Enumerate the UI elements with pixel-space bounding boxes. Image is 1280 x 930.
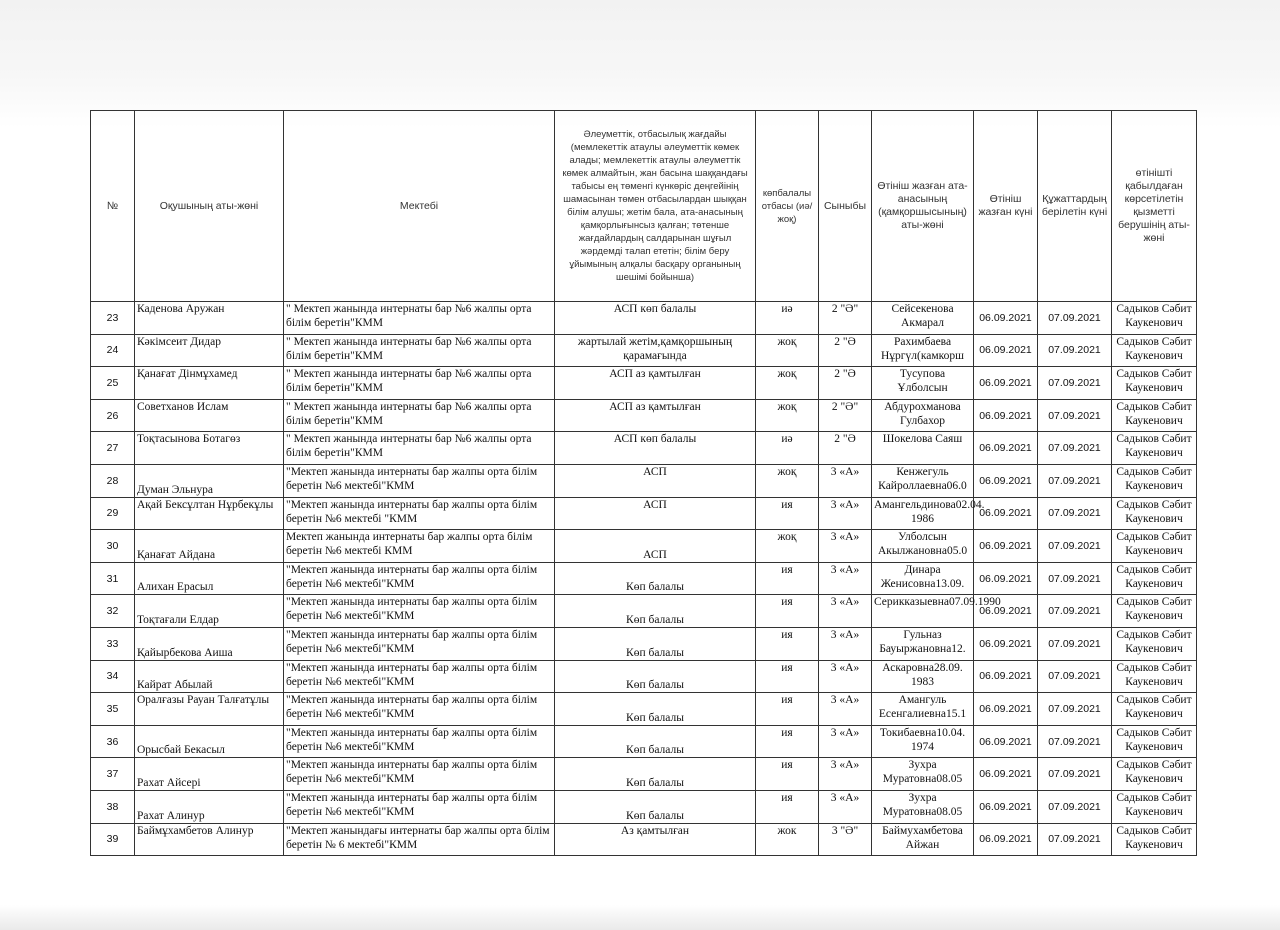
row-num: 33 xyxy=(91,627,135,660)
large-family: ия xyxy=(756,595,819,628)
header-application-date: Өтініш жазған күні xyxy=(974,111,1038,302)
table-row xyxy=(91,530,1197,563)
documents-date: 07.09.2021 xyxy=(1038,627,1112,660)
row-num: 31 xyxy=(91,562,135,595)
school-name: " Мектеп жанында интернаты бар №6 жалпы орта білім беретін"КММ xyxy=(284,367,555,400)
documents-date: 07.09.2021 xyxy=(1038,530,1112,563)
grade: 2 "Ә xyxy=(819,334,872,367)
student-name: Оралғазы Рауан Талғатұлы xyxy=(135,693,284,726)
large-family: ия xyxy=(756,562,819,595)
large-family: жоқ xyxy=(756,530,819,563)
social-status: жартылай жетім,қамқоршының қарамағында xyxy=(555,334,756,367)
grade: 3 «А» xyxy=(819,725,872,758)
documents-date: 07.09.2021 xyxy=(1038,464,1112,497)
school-name: "Мектеп жанында интернаты бар жалпы орта білім беретін №6 мектебі"КММ xyxy=(284,627,555,660)
student-name: Тоқтағали Елдар xyxy=(135,595,284,628)
row-num: 29 xyxy=(91,497,135,530)
provider-name: Садыков Сәбит Каукенович xyxy=(1112,497,1197,530)
application-date: 06.09.2021 xyxy=(974,367,1038,400)
row-num: 26 xyxy=(91,399,135,432)
application-date: 06.09.2021 xyxy=(974,464,1038,497)
table-row xyxy=(91,334,1197,367)
header-grade: Сыныбы xyxy=(819,111,872,302)
school-name: Мектеп жанында интернаты бар жалпы орта білім беретін №6 мектебі КММ xyxy=(284,530,555,563)
table-row xyxy=(91,693,1197,726)
student-name: Қанағат Айдана xyxy=(135,530,284,563)
documents-date: 07.09.2021 xyxy=(1038,367,1112,400)
row-num: 34 xyxy=(91,660,135,693)
application-date: 06.09.2021 xyxy=(974,758,1038,791)
provider-name: Садыков Сәбит Каукенович xyxy=(1112,627,1197,660)
applicant-name: Амангуль Есенгалиевна15.1 xyxy=(872,693,974,726)
documents-date: 07.09.2021 xyxy=(1038,823,1112,856)
grade: 3 «А» xyxy=(819,790,872,823)
social-status: Көп балалы xyxy=(555,660,756,693)
school-name: " Мектеп жанында интернаты бар №6 жалпы орта білім беретін"КММ xyxy=(284,432,555,465)
application-date: 06.09.2021 xyxy=(974,660,1038,693)
student-name: Орысбай Бекасыл xyxy=(135,725,284,758)
provider-name: Садыков Сәбит Каукенович xyxy=(1112,790,1197,823)
large-family: жоқ xyxy=(756,367,819,400)
row-num: 23 xyxy=(91,302,135,335)
school-name: "Мектеп жанында интернаты бар жалпы орта білім беретін №6 мектебі"КММ xyxy=(284,725,555,758)
applicant-name: Динара Женисовна13.09. xyxy=(872,562,974,595)
student-name: Рахат Алинур xyxy=(135,790,284,823)
applicant-name: Аскаровна28.09. 1983 xyxy=(872,660,974,693)
social-status: АСП көп балалы xyxy=(555,432,756,465)
provider-name: Садыков Сәбит Каукенович xyxy=(1112,823,1197,856)
school-name: "Мектеп жанында интернаты бар жалпы орта білім беретін №6 мектебі "КММ xyxy=(284,497,555,530)
application-date: 06.09.2021 xyxy=(974,562,1038,595)
applicant-name: Зухра Муратовна08.05 xyxy=(872,790,974,823)
table-row xyxy=(91,790,1197,823)
provider-name: Садыков Сәбит Каукенович xyxy=(1112,562,1197,595)
header-documents-date: Құжаттардың берілетін күні xyxy=(1038,111,1112,302)
grade: 3 «А» xyxy=(819,595,872,628)
provider-name: Садыков Сәбит Каукенович xyxy=(1112,367,1197,400)
table-row xyxy=(91,758,1197,791)
header-large-family: көпбалалы отбасы (иә/жоқ) xyxy=(756,111,819,302)
provider-name: Садыков Сәбит Каукенович xyxy=(1112,693,1197,726)
row-num: 35 xyxy=(91,693,135,726)
application-date: 06.09.2021 xyxy=(974,334,1038,367)
social-status: Көп балалы xyxy=(555,790,756,823)
student-name: Кәкімсеит Дидар xyxy=(135,334,284,367)
application-date: 06.09.2021 xyxy=(974,595,1038,628)
provider-name: Садыков Сәбит Каукенович xyxy=(1112,399,1197,432)
grade: 3 «А» xyxy=(819,693,872,726)
application-date: 06.09.2021 xyxy=(974,627,1038,660)
large-family: ия xyxy=(756,790,819,823)
social-status: АСП көп балалы xyxy=(555,302,756,335)
scan-bottom-shadow xyxy=(0,905,1280,930)
provider-name: Садыков Сәбит Каукенович xyxy=(1112,758,1197,791)
social-status: Көп балалы xyxy=(555,627,756,660)
header-num: № xyxy=(91,111,135,302)
provider-name: Садыков Сәбит Каукенович xyxy=(1112,530,1197,563)
social-status: Көп балалы xyxy=(555,758,756,791)
application-date: 06.09.2021 xyxy=(974,693,1038,726)
documents-date: 07.09.2021 xyxy=(1038,660,1112,693)
row-num: 24 xyxy=(91,334,135,367)
provider-name: Садыков Сәбит Каукенович xyxy=(1112,464,1197,497)
social-status: АСП аз қамтылған xyxy=(555,399,756,432)
row-num: 27 xyxy=(91,432,135,465)
grade: 3 «А» xyxy=(819,497,872,530)
student-name: Думан Эльнура xyxy=(135,464,284,497)
application-date: 06.09.2021 xyxy=(974,530,1038,563)
social-status: АСП xyxy=(555,497,756,530)
row-num: 25 xyxy=(91,367,135,400)
table-row xyxy=(91,302,1197,335)
header-student-name: Оқушының аты-жөні xyxy=(135,111,284,302)
student-name: Алихан Ерасыл xyxy=(135,562,284,595)
provider-name: Садыков Сәбит Каукенович xyxy=(1112,725,1197,758)
table-row xyxy=(91,725,1197,758)
table-row xyxy=(91,627,1197,660)
large-family: ия xyxy=(756,627,819,660)
social-status: АСП xyxy=(555,530,756,563)
documents-date: 07.09.2021 xyxy=(1038,758,1112,791)
application-date: 06.09.2021 xyxy=(974,497,1038,530)
student-name: Қанағат Дінмұхамед xyxy=(135,367,284,400)
table-row xyxy=(91,367,1197,400)
student-name: Тоқтасынова Ботагөз xyxy=(135,432,284,465)
grade: 3 «А» xyxy=(819,562,872,595)
documents-date: 07.09.2021 xyxy=(1038,725,1112,758)
applicant-name: Улболсын Акылжановна05.0 xyxy=(872,530,974,563)
school-name: "Мектеп жанында интернаты бар жалпы орта білім беретін №6 мектебі"КММ xyxy=(284,758,555,791)
row-num: 30 xyxy=(91,530,135,563)
documents-date: 07.09.2021 xyxy=(1038,302,1112,335)
large-family: жоқ xyxy=(756,399,819,432)
grade: 3 "Ә" xyxy=(819,823,872,856)
table-body xyxy=(91,302,1197,856)
grade: 3 «А» xyxy=(819,627,872,660)
row-num: 38 xyxy=(91,790,135,823)
table-row xyxy=(91,464,1197,497)
documents-date: 07.09.2021 xyxy=(1038,497,1112,530)
school-name: "Мектеп жанында интернаты бар жалпы орта білім беретін №6 мектебі"КММ xyxy=(284,693,555,726)
large-family: ия xyxy=(756,725,819,758)
social-status: Көп балалы xyxy=(555,595,756,628)
header-provider: өтінішті қабылдаған көрсетілетін қызметті берушінің аты-жөні xyxy=(1112,111,1197,302)
social-status: Аз қамтылған xyxy=(555,823,756,856)
provider-name: Садыков Сәбит Каукенович xyxy=(1112,595,1197,628)
documents-date: 07.09.2021 xyxy=(1038,432,1112,465)
application-date: 06.09.2021 xyxy=(974,302,1038,335)
application-date: 06.09.2021 xyxy=(974,399,1038,432)
table-row xyxy=(91,823,1197,856)
school-name: "Мектеп жанында интернаты бар жалпы орта білім беретін №6 мектебі"КММ xyxy=(284,562,555,595)
provider-name: Садыков Сәбит Каукенович xyxy=(1112,432,1197,465)
row-num: 36 xyxy=(91,725,135,758)
application-date: 06.09.2021 xyxy=(974,823,1038,856)
header-school: Мектебі xyxy=(284,111,555,302)
provider-name: Садыков Сәбит Каукенович xyxy=(1112,334,1197,367)
social-status: АСП аз қамтылған xyxy=(555,367,756,400)
school-name: " Мектеп жанында интернаты бар №6 жалпы орта білім беретін"КММ xyxy=(284,399,555,432)
large-family: иә xyxy=(756,432,819,465)
applicant-name: Токибаевна10.04. 1974 xyxy=(872,725,974,758)
applicant-name: Кенжегуль Кайроллаевна06.0 xyxy=(872,464,974,497)
student-name: Баймұхамбетов Алинур xyxy=(135,823,284,856)
grade: 2 "Ә" xyxy=(819,302,872,335)
table-row xyxy=(91,399,1197,432)
social-status: АСП xyxy=(555,464,756,497)
school-name: " Мектеп жанында интернаты бар №6 жалпы орта білім беретін"КММ xyxy=(284,302,555,335)
documents-date: 07.09.2021 xyxy=(1038,334,1112,367)
documents-date: 07.09.2021 xyxy=(1038,562,1112,595)
large-family: иә xyxy=(756,302,819,335)
table-row xyxy=(91,595,1197,628)
school-name: " Мектеп жанында интернаты бар №6 жалпы орта білім беретін"КММ xyxy=(284,334,555,367)
table-row xyxy=(91,562,1197,595)
large-family: жоқ xyxy=(756,334,819,367)
school-name: "Мектеп жанындағы интернаты бар жалпы орта білім беретін № 6 мектебі"КММ xyxy=(284,823,555,856)
large-family: жок xyxy=(756,823,819,856)
header-row xyxy=(91,111,1197,302)
grade: 3 «А» xyxy=(819,660,872,693)
row-num: 32 xyxy=(91,595,135,628)
large-family: жоқ xyxy=(756,464,819,497)
school-name: "Мектеп жанында интернаты бар жалпы орта білім беретін №6 мектебі"КММ xyxy=(284,790,555,823)
table-row xyxy=(91,432,1197,465)
scan-top-shadow xyxy=(0,0,1280,128)
large-family: ия xyxy=(756,758,819,791)
row-num: 28 xyxy=(91,464,135,497)
student-name: Ақай Бексұлтан Нұрбекұлы xyxy=(135,497,284,530)
grade: 2 "Ә xyxy=(819,432,872,465)
applicant-name: Шокелова Саяш xyxy=(872,432,974,465)
grade: 3 «А» xyxy=(819,530,872,563)
student-name: Советханов Ислам xyxy=(135,399,284,432)
applicant-name: Тусупова Ұлболсын xyxy=(872,367,974,400)
grade: 3 «А» xyxy=(819,758,872,791)
student-name: Каденова Аружан xyxy=(135,302,284,335)
applicant-name: Амангельдинова02.04. 1986 xyxy=(872,497,974,530)
applicant-name: Серикказыевна07.09.1990 xyxy=(872,595,974,628)
applicant-name: Абдурохманова Гулбахор xyxy=(872,399,974,432)
student-name: Қайырбекова Аиша xyxy=(135,627,284,660)
applicant-name: Рахимбаева Нұргүл(камкорш xyxy=(872,334,974,367)
school-name: "Мектеп жанында интернаты бар жалпы орта білім беретін №6 мектебі"КММ xyxy=(284,595,555,628)
social-status: Көп балалы xyxy=(555,562,756,595)
school-name: "Мектеп жанында интернаты бар жалпы орта білім беретін №6 мектебі"КММ xyxy=(284,660,555,693)
student-name: Рахат Айсері xyxy=(135,758,284,791)
table-row xyxy=(91,497,1197,530)
documents-date: 07.09.2021 xyxy=(1038,399,1112,432)
school-name: "Мектеп жанында интернаты бар жалпы орта білім беретін №6 мектебі"КММ xyxy=(284,464,555,497)
social-status: Көп балалы xyxy=(555,725,756,758)
grade: 3 «А» xyxy=(819,464,872,497)
application-date: 06.09.2021 xyxy=(974,725,1038,758)
students-table xyxy=(90,110,1197,856)
student-name: Кайрат Абылай xyxy=(135,660,284,693)
application-date: 06.09.2021 xyxy=(974,432,1038,465)
large-family: ия xyxy=(756,693,819,726)
header-applicant: Өтініш жазған ата-анасының (қамқоршысының) аты-жөні xyxy=(872,111,974,302)
provider-name: Садыков Сәбит Каукенович xyxy=(1112,660,1197,693)
provider-name: Садыков Сәбит Каукенович xyxy=(1112,302,1197,335)
application-date: 06.09.2021 xyxy=(974,790,1038,823)
grade: 2 "Ә" xyxy=(819,399,872,432)
applicant-name: Гульназ Бауыржановна12. xyxy=(872,627,974,660)
documents-date: 07.09.2021 xyxy=(1038,693,1112,726)
large-family: ия xyxy=(756,497,819,530)
applicant-name: Зухра Муратовна08.05 xyxy=(872,758,974,791)
grade: 2 "Ә xyxy=(819,367,872,400)
large-family: ия xyxy=(756,660,819,693)
documents-date: 07.09.2021 xyxy=(1038,595,1112,628)
applicant-name: Баймухамбетова Айжан xyxy=(872,823,974,856)
header-social-status: Әлеуметтік, отбасылық жағдайы (мемлекеттік атаулы әлеуметтік көмек алады; мемлекеттік атаулы әлеуметтік көмек алмайтын, жан басына шаққандағы табысы ең төменгі күнкөріс деңгейінің шамасынан төмен отбасылардан шыққан білім алушы; жетім бала, ата-анасының қамқорлығынсыз қалған; төтенше жағдайлардың салдарынан шұғыл жәрдемді талап ететін; білім беру ұйымының алқалы басқару органының шешімі бойынша) xyxy=(555,111,756,302)
row-num: 39 xyxy=(91,823,135,856)
documents-date: 07.09.2021 xyxy=(1038,790,1112,823)
row-num: 37 xyxy=(91,758,135,791)
table-row xyxy=(91,660,1197,693)
applicant-name: Сейсекенова Акмарал xyxy=(872,302,974,335)
social-status: Көп балалы xyxy=(555,693,756,726)
